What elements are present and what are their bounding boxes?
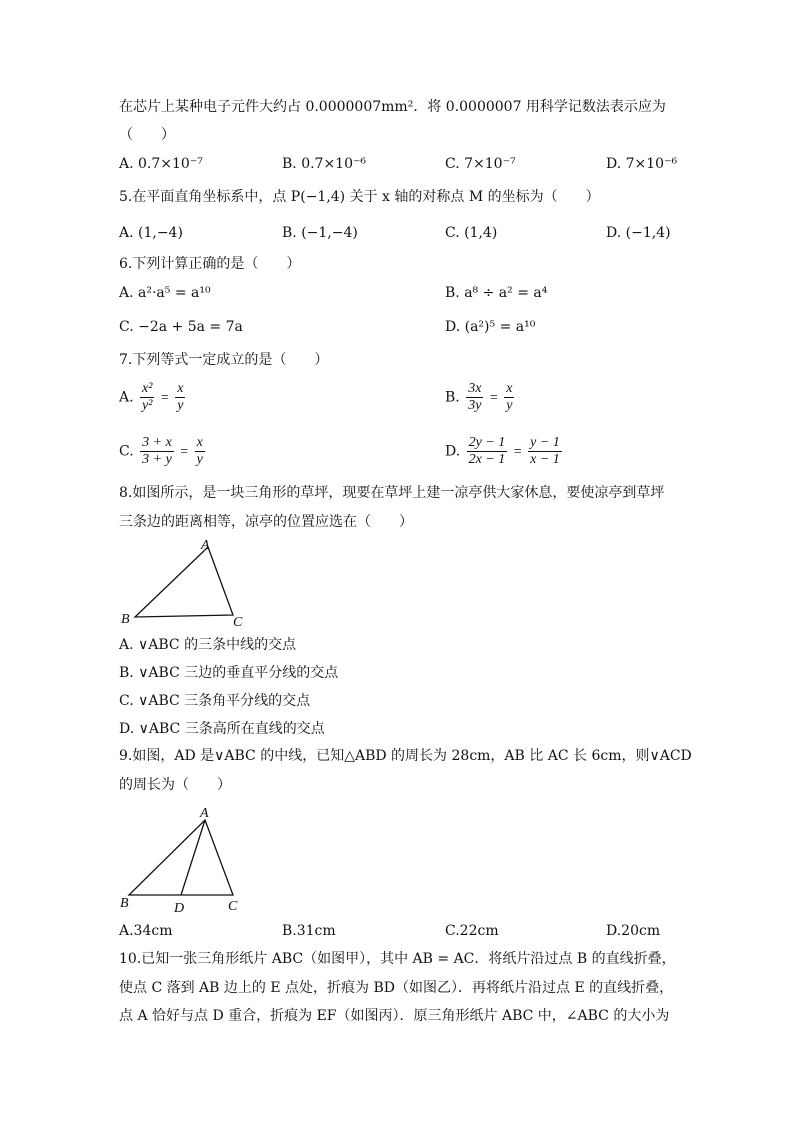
q9-triangle-abc	[129, 820, 233, 895]
q7-a-right-den: y	[177, 398, 184, 413]
q7-option-b: B. $\frac{3x}{3y}$ = $\frac{x}{y}$	[445, 381, 513, 413]
q9-label-b: B	[120, 896, 129, 911]
q9-label-a: A	[200, 806, 209, 821]
q7-a-label: A.	[119, 389, 134, 406]
q8-option-c: C. ∨ABC 三条角平分线的交点	[119, 693, 311, 709]
q10-line2: 使点 C 落到 AB 边上的 E 点处，折痕为 BD（如图乙）．再将纸片沿过点 E 的直线折叠，	[119, 980, 674, 996]
q9-option-b: B.31cm	[282, 923, 336, 939]
q7-c-left-fraction	[140, 435, 174, 468]
q4-option-d: D. 7×10⁻⁶	[606, 156, 678, 172]
q7-b-left-fraction	[466, 381, 483, 414]
q7-d-left-num: 2y − 1	[468, 435, 506, 450]
q7-c-label: C.	[119, 443, 134, 460]
q4-stem-line1: 在芯片上某种电子元件大约占 0.0000007mm²．将 0.0000007 用科学记数法表示应为	[119, 99, 666, 115]
q7-d-label: D.	[445, 443, 461, 460]
q7-b-left-den: 3y	[468, 398, 482, 413]
q7-c-left-den: 3 + y	[142, 452, 172, 467]
q7-a-left-fraction	[140, 381, 154, 414]
q6-option-a: A. a²·a⁵ = a¹⁰	[119, 285, 211, 301]
q7-c-left-num: 3 + x	[142, 435, 172, 450]
q6-option-b: B. a⁸ ÷ a² = a⁴	[445, 285, 548, 301]
q7-a-right-fraction	[175, 381, 185, 414]
q10-line1: 10.已知一张三角形纸片 ABC（如图甲），其中 AB = AC．将纸片沿过点 B 的直线折叠，	[119, 951, 676, 967]
q5-option-d: D. (−1,4)	[606, 225, 671, 241]
q9-stem-line2: 的周长为（ ）	[119, 777, 231, 793]
q7-b-label: B.	[445, 389, 460, 406]
q7-a-left-num: x²	[142, 381, 153, 396]
q6-option-c: C. −2a + 5a = 7a	[119, 319, 243, 335]
q7-c-right-fraction	[195, 435, 205, 468]
q8-option-b: B. ∨ABC 三边的垂直平分线的交点	[119, 665, 339, 681]
q7-d-right-fraction	[528, 435, 562, 468]
q7-b-right-den: y	[506, 398, 513, 413]
q7-d-right-num: y − 1	[530, 435, 560, 450]
q7-b-right-fraction	[504, 381, 514, 414]
q8-option-d: D. ∨ABC 三条高所在直线的交点	[119, 721, 325, 737]
q9-option-d: D.20cm	[606, 923, 661, 939]
q5-option-c: C. (1,4)	[445, 225, 498, 241]
q4-option-a: A. 0.7×10⁻⁷	[119, 156, 203, 172]
q8-label-a: A	[201, 538, 210, 553]
q7-c-right-num: x	[196, 435, 203, 450]
q5-option-a: A. (1,−4)	[119, 225, 183, 241]
q7-d-left-fraction	[467, 435, 508, 468]
q8-stem-line1: 8.如图所示，是一块三角形的草坪，现要在草坪上建一凉亭供大家休息，要使凉亭到草坪	[119, 485, 665, 501]
q8-option-a: A. ∨ABC 的三条中线的交点	[119, 637, 297, 653]
q8-label-c: C	[233, 615, 243, 630]
q7-d-right-den: x − 1	[530, 452, 560, 467]
q10-line3: 点 A 恰好与点 D 重合，折痕为 EF（如图丙）．原三角形纸片 ABC 中，∠ABC 的大小为	[119, 1008, 670, 1024]
q7-c-right-den: y	[196, 452, 203, 467]
q7-b-right-num: x	[506, 381, 513, 396]
q4-option-c: C. 7×10⁻⁷	[445, 156, 516, 172]
q6-stem: 6.下列计算正确的是（ ）	[119, 256, 301, 272]
q8-triangle-abc	[135, 547, 233, 617]
q9-option-c: C.22cm	[445, 923, 499, 939]
q9-label-d: D	[174, 901, 185, 916]
q4-stem-line2: （ ）	[119, 127, 175, 143]
q4-option-b: B. 0.7×10⁻⁶	[282, 156, 366, 172]
q7-a-left-den: y²	[142, 398, 153, 413]
q7-d-left-den: 2x − 1	[468, 452, 506, 467]
q6-option-d: D. (a²)⁵ = a¹⁰	[445, 319, 536, 335]
q8-stem-line2: 三条边的距离相等，凉亭的位置应选在（ ）	[119, 514, 413, 530]
q8-triangle-figure	[115, 535, 255, 630]
q7-stem: 7.下列等式一定成立的是（ ）	[119, 352, 329, 368]
q7-b-left-num: 3x	[468, 381, 482, 396]
q9-stem-line1: 9.如图，AD 是∨ABC 的中线，已知△ABD 的周长为 28cm，AB 比 AC 长 6cm，则∨ACD	[119, 748, 692, 764]
q8-label-b: B	[121, 612, 130, 627]
q7-a-right-num: x	[177, 381, 184, 396]
q7-option-c: C. $\frac{3 + x}{3 + y}$ = $\frac{x}{y}$	[119, 435, 203, 467]
q5-stem: 5.在平面直角坐标系中，点 P(−1,4) 关于 x 轴的对称点 M 的坐标为（ ）	[119, 189, 600, 205]
q9-triangle-figure	[115, 800, 255, 920]
q7-option-a: A. $\frac{\text{x²}}{\text{y²}}$ = $\frac{x}{y}$	[119, 381, 184, 413]
q9-label-c: C	[228, 899, 238, 914]
q7-option-d: D. $\frac{2y - 1}{2x - 1}$ = $\frac{y - 1}{x - 1}$	[445, 435, 560, 467]
q5-option-b: B. (−1,−4)	[282, 225, 358, 241]
q9-option-a: A.34cm	[119, 923, 173, 939]
